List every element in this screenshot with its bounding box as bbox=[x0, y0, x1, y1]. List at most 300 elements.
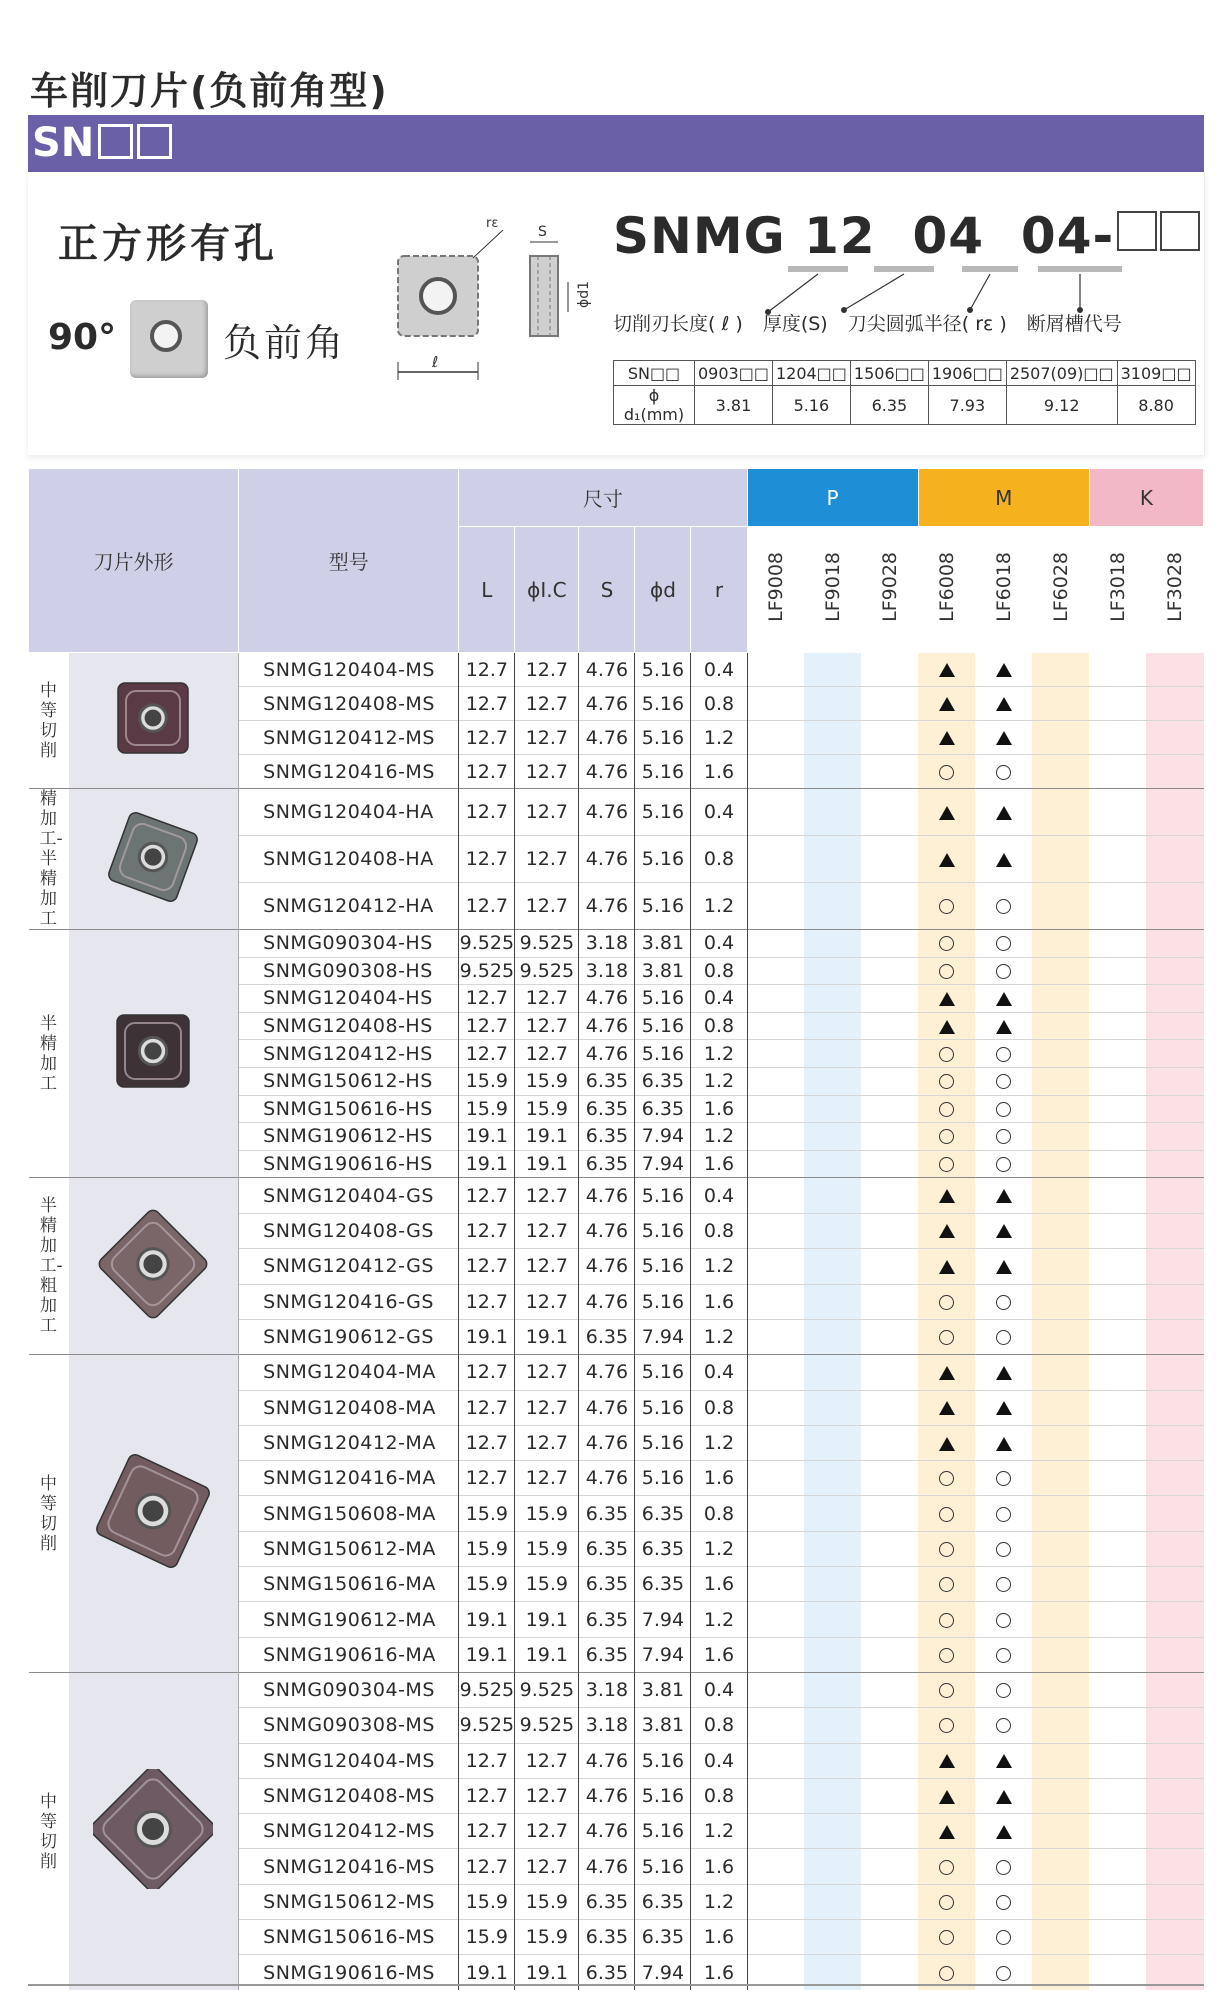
grade-cell bbox=[804, 1531, 861, 1566]
s-cell: 4.76 bbox=[579, 1390, 635, 1425]
recommended-mark bbox=[939, 1260, 955, 1274]
r-cell: 0.8 bbox=[691, 1708, 747, 1743]
grade-cell bbox=[1032, 1778, 1089, 1813]
grade-cell bbox=[975, 1708, 1032, 1743]
grade-cell bbox=[1032, 1095, 1089, 1123]
grade-cell bbox=[804, 957, 861, 985]
dimension-cell: ϕ d₁(mm) bbox=[614, 386, 695, 425]
grade-cell bbox=[1032, 1425, 1089, 1460]
d-cell: 3.81 bbox=[635, 957, 691, 985]
usable-mark bbox=[939, 1577, 954, 1592]
grade-cell bbox=[747, 687, 804, 721]
code-labels bbox=[613, 309, 1136, 336]
grade-cell bbox=[1089, 687, 1146, 721]
usable-mark bbox=[939, 1895, 954, 1910]
grade-cell bbox=[975, 1284, 1032, 1319]
d-cell: 6.35 bbox=[635, 1496, 691, 1531]
l-cell: 12.7 bbox=[459, 1814, 515, 1849]
grade-cell bbox=[1146, 985, 1203, 1013]
angle-label: 90° bbox=[48, 317, 117, 358]
usable-mark bbox=[996, 964, 1011, 979]
grade-cell bbox=[804, 1067, 861, 1095]
l-cell: 12.7 bbox=[459, 1461, 515, 1496]
l-cell: 12.7 bbox=[459, 1012, 515, 1040]
d-cell: 5.16 bbox=[635, 1461, 691, 1496]
grade-cell bbox=[1146, 1708, 1203, 1743]
grade-cell bbox=[747, 1067, 804, 1095]
ic-cell: 12.7 bbox=[515, 883, 579, 930]
grade-cell bbox=[1146, 883, 1203, 930]
grade-cell bbox=[1146, 1012, 1203, 1040]
r-cell: 0.8 bbox=[691, 836, 747, 883]
grade-cell bbox=[1089, 1567, 1146, 1602]
grade-cell bbox=[975, 1150, 1032, 1178]
table-row bbox=[29, 1672, 1204, 1707]
ic-cell: 19.1 bbox=[515, 1602, 579, 1637]
usable-mark bbox=[939, 765, 954, 780]
model-cell: SNMG190612-GS bbox=[239, 1319, 459, 1354]
category-label: 精加工-半精加工 bbox=[29, 789, 69, 930]
model-cell: SNMG190612-MA bbox=[239, 1602, 459, 1637]
r-cell: 0.4 bbox=[691, 789, 747, 836]
grade-cell bbox=[975, 930, 1032, 958]
usable-mark bbox=[939, 1718, 954, 1733]
grade-cell bbox=[1032, 1496, 1089, 1531]
grade-cell bbox=[1032, 1249, 1089, 1284]
insert-dimension-diagram bbox=[368, 212, 598, 392]
grade-cell bbox=[747, 1461, 804, 1496]
ic-cell: 15.9 bbox=[515, 1884, 579, 1919]
grade-cell bbox=[747, 1284, 804, 1319]
grade-cell bbox=[747, 1319, 804, 1354]
col-group-k: K bbox=[1089, 469, 1203, 527]
model-cell: SNMG150612-HS bbox=[239, 1067, 459, 1095]
recommended-mark bbox=[996, 731, 1012, 745]
grade-cell bbox=[747, 1123, 804, 1151]
grade-cell bbox=[975, 957, 1032, 985]
s-cell: 6.35 bbox=[579, 1567, 635, 1602]
grade-cell bbox=[1089, 721, 1146, 755]
grade-cell bbox=[861, 1284, 918, 1319]
grade-cell bbox=[804, 1150, 861, 1178]
grade-cell bbox=[747, 1390, 804, 1425]
grade-cell bbox=[747, 1249, 804, 1284]
r-cell: 0.8 bbox=[691, 1213, 747, 1248]
usable-mark bbox=[996, 1542, 1011, 1557]
s-cell: 6.35 bbox=[579, 1955, 635, 1990]
grade-cell bbox=[1032, 1040, 1089, 1068]
table-row bbox=[29, 1178, 1204, 1213]
grade-header: LF6008 bbox=[918, 527, 975, 653]
r-cell: 1.2 bbox=[691, 1123, 747, 1151]
usable-mark bbox=[939, 899, 954, 914]
ic-cell: 12.7 bbox=[515, 1040, 579, 1068]
grade-cell bbox=[975, 1319, 1032, 1354]
l-cell: 12.7 bbox=[459, 1284, 515, 1319]
grade-cell bbox=[861, 1884, 918, 1919]
ic-cell: 15.9 bbox=[515, 1496, 579, 1531]
dimension-row bbox=[614, 386, 1196, 425]
table-row bbox=[29, 653, 1204, 687]
recommended-mark bbox=[996, 1825, 1012, 1839]
r-cell: 1.2 bbox=[691, 1249, 747, 1284]
l-cell: 19.1 bbox=[459, 1602, 515, 1637]
model-cell: SNMG150616-MA bbox=[239, 1567, 459, 1602]
grade-cell bbox=[918, 930, 975, 958]
grade-cell bbox=[1146, 1637, 1203, 1672]
ic-cell: 15.9 bbox=[515, 1067, 579, 1095]
r-cell: 0.8 bbox=[691, 1390, 747, 1425]
dimension-cell: 0903□□ bbox=[695, 361, 773, 386]
grade-cell bbox=[1032, 1567, 1089, 1602]
category-label: 半精加工 bbox=[29, 930, 69, 1178]
d-cell: 7.94 bbox=[635, 1955, 691, 1990]
grade-cell bbox=[804, 687, 861, 721]
r-cell: 1.2 bbox=[691, 883, 747, 930]
ic-cell: 19.1 bbox=[515, 1637, 579, 1672]
grade-cell bbox=[861, 1602, 918, 1637]
grade-cell bbox=[918, 653, 975, 687]
usable-mark bbox=[939, 1330, 954, 1345]
ic-cell: 12.7 bbox=[515, 1814, 579, 1849]
model-cell: SNMG120408-HS bbox=[239, 1012, 459, 1040]
grade-cell bbox=[804, 1461, 861, 1496]
col-size: 尺寸 bbox=[459, 469, 747, 527]
grade-cell bbox=[1032, 1012, 1089, 1040]
grade-cell bbox=[1146, 930, 1203, 958]
grade-cell bbox=[1146, 1778, 1203, 1813]
recommended-mark bbox=[939, 663, 955, 677]
grade-cell bbox=[1089, 1213, 1146, 1248]
ic-cell: 12.7 bbox=[515, 755, 579, 789]
grade-cell bbox=[975, 1012, 1032, 1040]
insert-photo-icon bbox=[93, 991, 213, 1111]
l-cell: 12.7 bbox=[459, 883, 515, 930]
model-cell: SNMG090308-MS bbox=[239, 1708, 459, 1743]
grade-cell bbox=[804, 985, 861, 1013]
grade-cell bbox=[975, 1178, 1032, 1213]
d-cell: 6.35 bbox=[635, 1067, 691, 1095]
ic-cell: 19.1 bbox=[515, 1123, 579, 1151]
grade-cell bbox=[747, 1602, 804, 1637]
recommended-mark bbox=[939, 1020, 955, 1034]
placeholder-box bbox=[1160, 211, 1200, 251]
grade-cell bbox=[747, 1672, 804, 1707]
model-cell: SNMG150612-MS bbox=[239, 1884, 459, 1919]
usable-mark bbox=[996, 1966, 1011, 1981]
recommended-mark bbox=[996, 1437, 1012, 1451]
d-cell: 5.16 bbox=[635, 721, 691, 755]
s-cell: 6.35 bbox=[579, 1150, 635, 1178]
d-cell: 5.16 bbox=[635, 1012, 691, 1040]
grade-cell bbox=[747, 1849, 804, 1884]
dimension-cell: SN□□ bbox=[614, 361, 695, 386]
r-cell: 0.4 bbox=[691, 653, 747, 687]
model-cell: SNMG120404-MS bbox=[239, 1743, 459, 1778]
grade-cell bbox=[975, 1743, 1032, 1778]
grade-cell bbox=[918, 883, 975, 930]
code-thickness: 04 bbox=[912, 207, 985, 265]
grade-cell bbox=[861, 687, 918, 721]
recommended-mark bbox=[996, 663, 1012, 677]
grade-cell bbox=[747, 836, 804, 883]
d-cell: 5.16 bbox=[635, 653, 691, 687]
s-cell: 6.35 bbox=[579, 1531, 635, 1566]
recommended-mark bbox=[939, 1754, 955, 1768]
r-cell: 1.2 bbox=[691, 1067, 747, 1095]
grade-cell bbox=[1089, 930, 1146, 958]
grade-cell bbox=[1089, 755, 1146, 789]
grade-cell bbox=[804, 1178, 861, 1213]
grade-cell bbox=[1032, 1355, 1089, 1390]
grade-cell bbox=[975, 1778, 1032, 1813]
usable-mark bbox=[939, 1683, 954, 1698]
s-cell: 4.76 bbox=[579, 1213, 635, 1248]
grade-cell bbox=[1146, 1095, 1203, 1123]
grade-cell bbox=[1146, 957, 1203, 985]
col-d: ϕd bbox=[635, 527, 691, 653]
grade-cell bbox=[861, 1213, 918, 1248]
grade-cell bbox=[975, 1637, 1032, 1672]
grade-cell bbox=[918, 1708, 975, 1743]
grade-cell bbox=[1032, 1531, 1089, 1566]
grade-cell bbox=[804, 653, 861, 687]
insert-photo-icon bbox=[93, 658, 213, 778]
d-cell: 6.35 bbox=[635, 1567, 691, 1602]
ic-cell: 12.7 bbox=[515, 1743, 579, 1778]
r-cell: 1.2 bbox=[691, 1531, 747, 1566]
d-cell: 7.94 bbox=[635, 1319, 691, 1354]
usable-mark bbox=[939, 1613, 954, 1628]
grade-cell bbox=[1089, 1672, 1146, 1707]
grade-cell bbox=[804, 721, 861, 755]
model-cell: SNMG120404-MS bbox=[239, 653, 459, 687]
s-cell: 4.76 bbox=[579, 836, 635, 883]
table-row bbox=[29, 1355, 1204, 1390]
ic-cell: 9.525 bbox=[515, 1708, 579, 1743]
grade-header: LF9028 bbox=[861, 527, 918, 653]
grade-cell bbox=[804, 1884, 861, 1919]
dimension-cell: 1204□□ bbox=[772, 361, 850, 386]
grade-cell bbox=[747, 1095, 804, 1123]
grade-cell bbox=[1146, 1355, 1203, 1390]
grade-cell bbox=[1089, 1743, 1146, 1778]
recommended-mark bbox=[939, 1790, 955, 1804]
s-cell: 3.18 bbox=[579, 1672, 635, 1707]
grade-cell bbox=[1089, 1884, 1146, 1919]
dimension-cell: 6.35 bbox=[850, 386, 928, 425]
model-cell: SNMG120412-HA bbox=[239, 883, 459, 930]
s-cell: 4.76 bbox=[579, 1743, 635, 1778]
grade-cell bbox=[747, 1425, 804, 1460]
grade-cell bbox=[1089, 985, 1146, 1013]
usable-mark bbox=[939, 1074, 954, 1089]
grade-cell bbox=[1089, 957, 1146, 985]
usable-mark bbox=[996, 1895, 1011, 1910]
recommended-mark bbox=[939, 853, 955, 867]
grade-cell bbox=[1032, 1461, 1089, 1496]
ic-cell: 12.7 bbox=[515, 836, 579, 883]
grade-cell bbox=[975, 1672, 1032, 1707]
usable-mark bbox=[996, 1471, 1011, 1486]
grade-cell bbox=[747, 930, 804, 958]
ic-cell: 12.7 bbox=[515, 1390, 579, 1425]
dimension-cell: 7.93 bbox=[928, 386, 1006, 425]
grade-cell bbox=[1146, 1249, 1203, 1284]
col-group-p: P bbox=[747, 469, 918, 527]
grade-cell bbox=[1146, 1849, 1203, 1884]
grade-cell bbox=[975, 1067, 1032, 1095]
grade-cell bbox=[747, 1814, 804, 1849]
grade-cell bbox=[861, 1743, 918, 1778]
s-cell: 6.35 bbox=[579, 1095, 635, 1123]
grade-cell bbox=[804, 1040, 861, 1068]
grade-cell bbox=[975, 789, 1032, 836]
usable-mark bbox=[939, 1102, 954, 1117]
col-group-m: M bbox=[918, 469, 1089, 527]
s-cell: 4.76 bbox=[579, 1040, 635, 1068]
model-cell: SNMG120404-HS bbox=[239, 985, 459, 1013]
recommended-mark bbox=[996, 992, 1012, 1006]
ic-cell: 12.7 bbox=[515, 687, 579, 721]
grade-cell bbox=[1089, 1284, 1146, 1319]
code-prefix: SNMG bbox=[613, 207, 786, 265]
label-chipbreaker: 断屑槽代号 bbox=[1026, 313, 1122, 335]
grade-cell bbox=[804, 1390, 861, 1425]
d-cell: 3.81 bbox=[635, 930, 691, 958]
grade-cell bbox=[1032, 1884, 1089, 1919]
col-r: r bbox=[691, 527, 747, 653]
grade-cell bbox=[804, 1095, 861, 1123]
l-cell: 12.7 bbox=[459, 721, 515, 755]
s-cell: 4.76 bbox=[579, 1849, 635, 1884]
series-code: SN bbox=[32, 120, 95, 166]
r-cell: 1.6 bbox=[691, 1849, 747, 1884]
dimension-cell: 8.80 bbox=[1117, 386, 1195, 425]
grade-cell bbox=[918, 1150, 975, 1178]
l-cell: 12.7 bbox=[459, 1213, 515, 1248]
grade-cell bbox=[1089, 1249, 1146, 1284]
grade-cell bbox=[1146, 1284, 1203, 1319]
grade-cell bbox=[1089, 1095, 1146, 1123]
grade-cell bbox=[918, 1602, 975, 1637]
rake-label: 负前角 bbox=[223, 321, 347, 365]
s-cell: 4.76 bbox=[579, 1355, 635, 1390]
grade-cell bbox=[1089, 1123, 1146, 1151]
grade-cell bbox=[1032, 1708, 1089, 1743]
grade-cell bbox=[1146, 836, 1203, 883]
grade-cell bbox=[1032, 687, 1089, 721]
d-cell: 6.35 bbox=[635, 1884, 691, 1919]
grade-cell bbox=[804, 1249, 861, 1284]
recommended-mark bbox=[939, 697, 955, 711]
s-cell: 4.76 bbox=[579, 1814, 635, 1849]
s-cell: 6.35 bbox=[579, 1920, 635, 1955]
grade-cell bbox=[747, 1531, 804, 1566]
grade-cell bbox=[1089, 1920, 1146, 1955]
recommended-mark bbox=[939, 731, 955, 745]
dimension-cell: 1906□□ bbox=[928, 361, 1006, 386]
grade-cell bbox=[861, 1095, 918, 1123]
grade-cell bbox=[1146, 1672, 1203, 1707]
grade-cell bbox=[861, 1849, 918, 1884]
grade-cell bbox=[1032, 1920, 1089, 1955]
d-cell: 5.16 bbox=[635, 1814, 691, 1849]
grade-cell bbox=[1032, 653, 1089, 687]
usable-mark bbox=[996, 1074, 1011, 1089]
grade-cell bbox=[975, 1355, 1032, 1390]
label-edge-length: 切削刃长度( ℓ ) bbox=[613, 313, 743, 335]
usable-mark bbox=[939, 1157, 954, 1172]
r-cell: 0.8 bbox=[691, 1012, 747, 1040]
ic-cell: 9.525 bbox=[515, 930, 579, 958]
grade-cell bbox=[861, 1637, 918, 1672]
r-cell: 1.6 bbox=[691, 1637, 747, 1672]
s-cell: 4.76 bbox=[579, 687, 635, 721]
usable-mark bbox=[996, 899, 1011, 914]
grade-cell bbox=[918, 755, 975, 789]
model-cell: SNMG120412-MS bbox=[239, 721, 459, 755]
grade-cell bbox=[1146, 687, 1203, 721]
r-cell: 0.8 bbox=[691, 1778, 747, 1813]
s-cell: 4.76 bbox=[579, 755, 635, 789]
grade-cell bbox=[1089, 1067, 1146, 1095]
grade-cell bbox=[918, 1425, 975, 1460]
grade-cell bbox=[1032, 836, 1089, 883]
grade-cell bbox=[918, 1012, 975, 1040]
grade-cell bbox=[1089, 1496, 1146, 1531]
placeholder-box bbox=[137, 124, 172, 159]
r-cell: 1.6 bbox=[691, 1284, 747, 1319]
grade-cell bbox=[1089, 1355, 1146, 1390]
s-cell: 4.76 bbox=[579, 1461, 635, 1496]
grade-cell bbox=[1089, 1425, 1146, 1460]
grade-cell bbox=[861, 1496, 918, 1531]
d-cell: 5.16 bbox=[635, 1743, 691, 1778]
r-cell: 1.2 bbox=[691, 1319, 747, 1354]
l-cell: 19.1 bbox=[459, 1637, 515, 1672]
grade-cell bbox=[747, 1040, 804, 1068]
grade-cell bbox=[1089, 1178, 1146, 1213]
code-length: 12 bbox=[804, 207, 876, 265]
recommended-mark bbox=[939, 1189, 955, 1203]
col-ic: ϕI.C bbox=[515, 527, 579, 653]
insert-photo-icon bbox=[93, 1451, 213, 1571]
grade-cell bbox=[861, 1672, 918, 1707]
grade-cell bbox=[918, 1040, 975, 1068]
grade-cell bbox=[975, 1425, 1032, 1460]
usable-mark bbox=[996, 1047, 1011, 1062]
recommended-mark bbox=[939, 992, 955, 1006]
ic-cell: 12.7 bbox=[515, 1355, 579, 1390]
s-cell: 6.35 bbox=[579, 1637, 635, 1672]
model-cell: SNMG150612-MA bbox=[239, 1531, 459, 1566]
model-cell: SNMG190612-HS bbox=[239, 1123, 459, 1151]
grade-cell bbox=[918, 1672, 975, 1707]
d-cell: 5.16 bbox=[635, 1390, 691, 1425]
dimension-cell: 9.12 bbox=[1006, 386, 1117, 425]
s-cell: 4.76 bbox=[579, 721, 635, 755]
model-cell: SNMG120408-MS bbox=[239, 687, 459, 721]
grade-cell bbox=[747, 789, 804, 836]
grade-cell bbox=[804, 883, 861, 930]
l-cell: 12.7 bbox=[459, 1355, 515, 1390]
usable-mark bbox=[996, 765, 1011, 780]
grade-cell bbox=[804, 1708, 861, 1743]
grade-cell bbox=[861, 755, 918, 789]
grade-cell bbox=[747, 1178, 804, 1213]
usable-mark bbox=[996, 1577, 1011, 1592]
